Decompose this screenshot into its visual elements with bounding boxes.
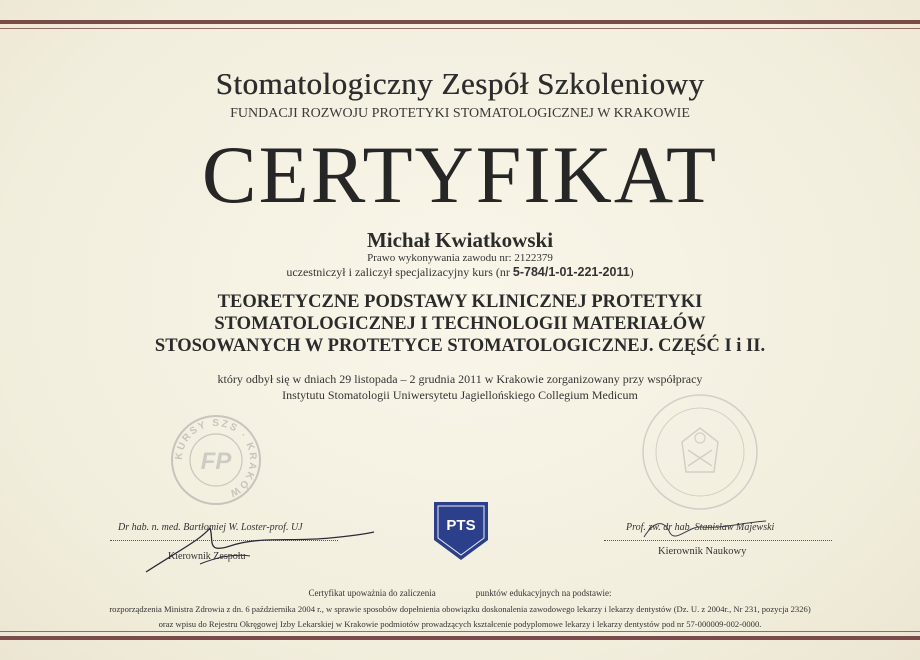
right-signatory-name: Prof. zw. dr hab. Stanisław Majewski [626, 522, 775, 533]
pts-logo-text: PTS [446, 517, 476, 534]
right-signatory-role: Kierownik Naukowy [658, 546, 747, 557]
course-title-line: STOSOWANYCH W PROTETYCE STOMATOLOGICZNEJ. CZĘŚĆ I i II. [154, 336, 766, 356]
top-border-thin [0, 28, 920, 29]
course-prefix: uczestniczył i zaliczył specjalizacyjny kurs (nr [286, 265, 513, 279]
left-handwritten-signature [140, 520, 380, 580]
course-completion-line [0, 265, 920, 280]
license-number: Prawo wykonywania zawodu nr: 2122379 [367, 252, 553, 264]
course-title-line: STOMATOLOGICZNEJ I TECHNOLOGII MATERIAŁÓW [214, 314, 706, 334]
footer-line-1 [0, 588, 920, 598]
kursy-szs-stamp [170, 414, 262, 506]
top-border-thick [0, 20, 920, 24]
recipient-name: Michał Kwiatkowski [366, 228, 554, 252]
course-number: 5-784/1-01-221-2011 [512, 265, 630, 279]
bottom-border-thin [0, 631, 920, 632]
footer-line-3: oraz wpisu do Rejestru Okręgowej Izby Lekarskiej w Krakowie podmiotów prowadzących kształcenie podyplomowe lekarzy i lekarzy dentystów pod nr 57-000009-002-0000. [158, 619, 762, 629]
pts-logo [432, 500, 490, 562]
footer-line-2: rozporządzenia Ministra Zdrowia z dn. 6 października 2004 r., w sprawie sposobów dopełnienia obowiązku doskonalenia zawodowego lekarzy i lekarzy dentystów (Dz. U. z 2004r., Nr 231, pozycja 2326) [109, 604, 811, 614]
organization-subtitle: FUNDACJI ROZWOJU PROTETYKI STOMATOLOGICZNEJ W KRAKOWIE [230, 106, 690, 121]
course-title [0, 291, 920, 357]
institution: Instytutu Stomatologii Uniwersytetu Jagiellońskiego Collegium Medicum [282, 388, 638, 402]
footer-line-1-part-a: Certyfikat upoważnia do zaliczenia [308, 588, 436, 598]
left-signatory-name: Dr hab. n. med. Bartłomiej W. Loster-prof. UJ [118, 522, 303, 533]
right-handwritten-signature [640, 515, 770, 545]
university-seal [640, 392, 760, 512]
stamp-mark: FP [200, 448, 232, 475]
stamp-ring-text: KURSY SZS · KRAKÓW [173, 417, 259, 500]
organization-title: Stomatologiczny Zespół Szkoleniowy [215, 66, 705, 101]
course-title-line: TEORETYCZNE PODSTAWY KLINICZNEJ PROTETYKI [217, 292, 703, 312]
course-dates: który odbył się w dniach 29 listopada – 2 grudnia 2011 w Krakowie zorganizowany przy współpracy [217, 372, 703, 386]
bottom-border-thick [0, 636, 920, 640]
footer-line-1-part-b: punktów edukacyjnych na podstawie: [475, 588, 612, 598]
certificate-title: CERTYFIKAT [201, 129, 719, 220]
course-suffix: ) [629, 265, 634, 279]
left-signatory-role: Kierownik Zespołu [168, 551, 246, 562]
